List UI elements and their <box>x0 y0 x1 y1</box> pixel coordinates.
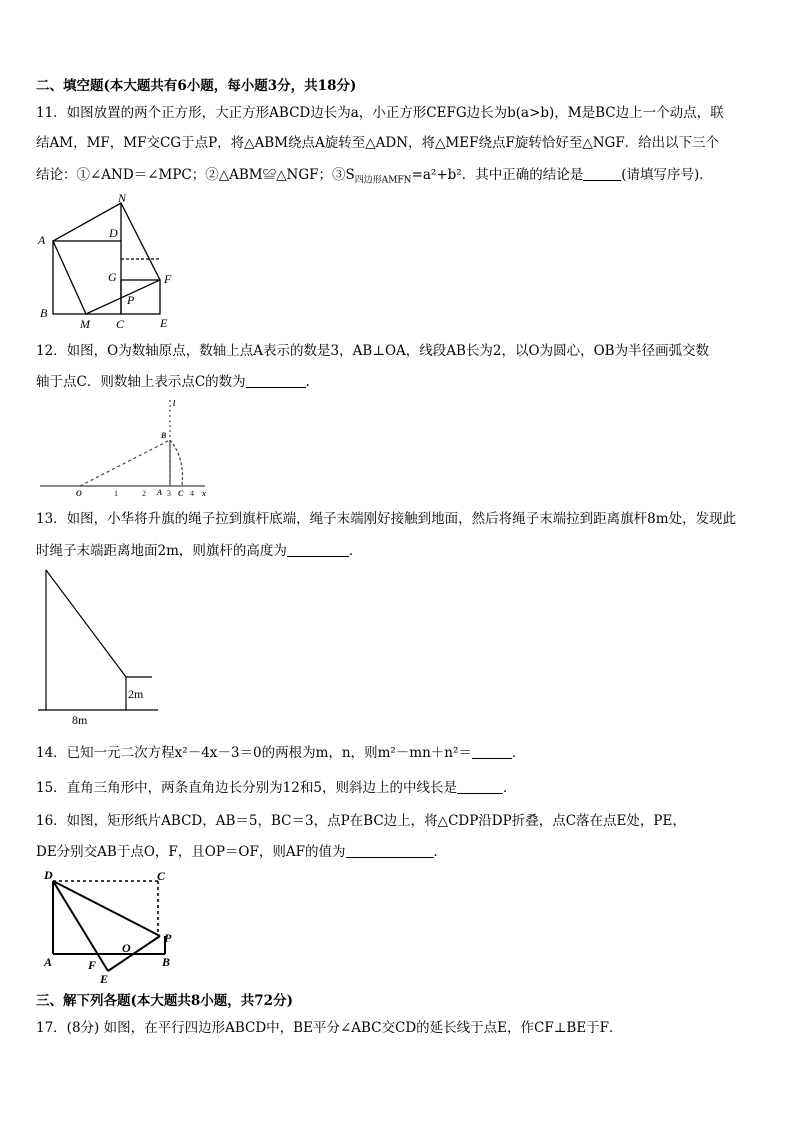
q14-answer-blank[interactable] <box>472 744 512 759</box>
q16-answer-blank[interactable] <box>346 843 434 858</box>
q17-line: 17．(8分) 如图，在平行四边形ABCD中，BE平分∠ABC交CD的延长线于点E，作CF⊥BE于F． <box>36 1020 623 1036</box>
q12-tick-2: 2 <box>142 489 146 498</box>
q15-text: 15．直角三角形中，两条直角边长分别为12和5，则斜边上的中线长是 <box>36 780 457 796</box>
q16-label-d: D <box>44 868 53 882</box>
q12-tick-1: 1 <box>114 489 118 498</box>
q12-line1: 12．如图，O为数轴原点，数轴上点A表示的数是3，AB⊥OA，线段AB长为2，以O为圆心，OB为半径画弧交数 <box>36 343 710 359</box>
q11-line3-a: 结论：①∠AND＝∠MPC；②△ABM≌△NGF；③S <box>36 167 355 183</box>
q11-line2: 结AM，MF，MF交CG于点P，将△ABM绕点A旋转至△ADN，将△MEF绕点F旋转恰好至△NGF．给出以下三个 <box>36 135 720 151</box>
q16-line2-text: DE分别交AB于点O，F，且OP＝OF，则AF的值为 <box>36 844 346 860</box>
q13-line2-end: ． <box>348 543 363 559</box>
q12-tick-4: 4 <box>190 489 194 498</box>
q12-figure <box>40 398 220 498</box>
q11-label-m: M <box>80 317 90 331</box>
q12-label-o: O <box>76 489 82 498</box>
q16-label-a: A <box>44 955 53 969</box>
q14-text: 14．已知一元二次方程x²－4x－3＝0的两根为m，n，则m²－mn＋n²＝ <box>36 745 472 761</box>
q16-label-p: P <box>164 931 172 945</box>
q12-label-b: B <box>161 431 167 440</box>
q12-line2-end: . <box>305 374 310 390</box>
q13-answer-blank[interactable] <box>287 542 349 557</box>
q11-line1: 11．如图放置的两个正方形，大正方形ABCD边长为a，小正方形CEFG边长为b(a>b)，M是BC边上一个动点，联 <box>36 105 724 121</box>
section-heading-3: 三、解下列各题(本大题共8小题，共72分) <box>36 993 293 1009</box>
q16-label-e: E <box>100 972 109 986</box>
q12-label-l: l <box>173 399 176 408</box>
q16-label-c: C <box>157 869 166 883</box>
q12-segment-ob <box>80 440 170 486</box>
q15-line <box>36 779 516 797</box>
q12-arc <box>170 440 183 486</box>
q11-area-subscript: 四边形AMFN <box>354 175 412 186</box>
q13-label-2m: 2m <box>128 687 144 701</box>
q11-line3-b: =a²+b²．其中正确的结论是 <box>411 167 584 183</box>
q11-line3 <box>36 166 713 184</box>
q12-answer-blank[interactable] <box>246 373 306 388</box>
q16-label-o: O <box>122 941 131 955</box>
q12-label-c: C <box>178 489 184 498</box>
q16-label-f: F <box>88 958 97 972</box>
q14-end: ． <box>511 745 526 761</box>
q11-label-b: B <box>40 306 48 320</box>
q15-end: ． <box>502 780 517 796</box>
q13-line2-text: 时绳子末端距离地面2m，则旗杆的高度为 <box>36 543 287 559</box>
q13-label-8m: 8m <box>72 713 88 727</box>
q11-label-c: C <box>116 317 125 331</box>
q12-line2 <box>36 373 310 391</box>
q13-rope <box>46 570 126 677</box>
q16-label-b: B <box>162 955 171 969</box>
q15-answer-blank[interactable] <box>457 779 503 794</box>
q16-figure <box>40 868 190 986</box>
q12-tick-3: 3 <box>167 489 171 498</box>
q12-line2-text: 轴于点C．则数轴上表示点C的数为 <box>36 374 246 390</box>
q16-line2-end: ． <box>433 844 447 860</box>
q11-label-g: G <box>108 270 117 284</box>
q11-figure <box>36 190 186 330</box>
q13-figure <box>36 568 166 728</box>
q16-line2 <box>36 843 447 861</box>
q11-label-a: A <box>38 233 46 247</box>
q11-answer-blank[interactable] <box>583 166 621 181</box>
q11-label-f: F <box>164 272 172 286</box>
q11-label-n: N <box>118 191 127 205</box>
section-heading: 二、填空题(本大题共有6小题，每小题3分，共18分) <box>36 78 357 94</box>
q11-line3-c: (请填写序号)． <box>621 167 713 183</box>
q14-line <box>36 744 525 762</box>
q12-label-a: A <box>157 488 163 497</box>
q11-label-p: P <box>127 293 135 307</box>
q16-line1: 16．如图，矩形纸片ABCD，AB＝5，BC＝3，点P在BC边上，将△CDP沿DP折叠，点C落在点E处，PE， <box>36 813 686 829</box>
q13-line1: 13．如图，小华将升旗的绳子拉到旗杆底端，绳子末端刚好接触到地面，然后将绳子末端拉到距离旗杆8m处，发现此 <box>36 511 737 527</box>
q13-line2 <box>36 542 362 560</box>
q12-label-x: x <box>202 489 206 498</box>
q11-label-e: E <box>160 316 168 330</box>
q11-label-d: D <box>109 226 118 240</box>
